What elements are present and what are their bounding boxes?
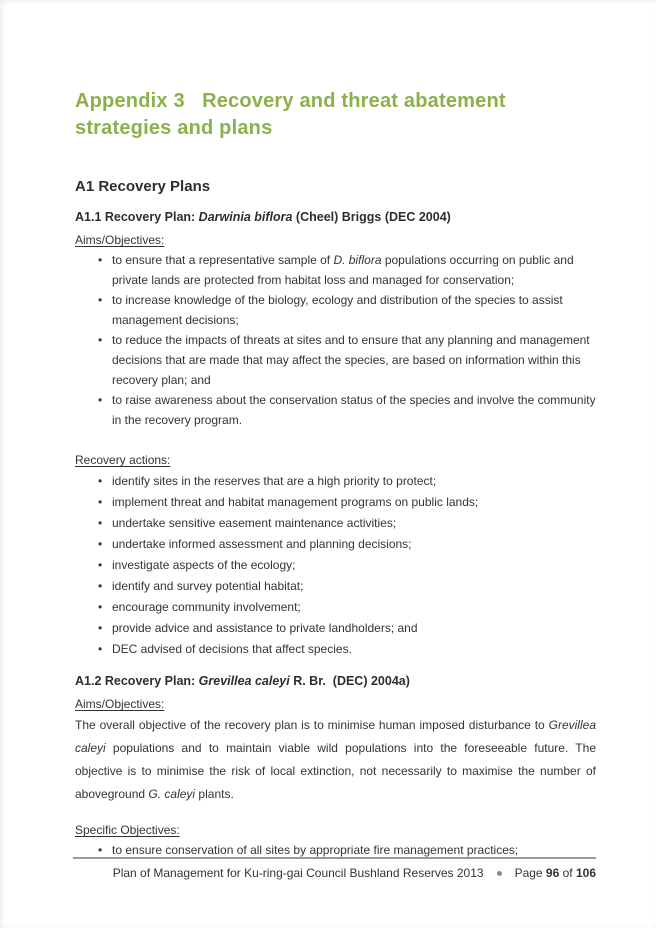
footer-separator-dot-icon	[497, 871, 502, 876]
bullet-item: • identify sites in the reserves that are a high priority to protect;	[112, 471, 596, 491]
text-segment: to ensure that a representative sample of	[112, 253, 334, 267]
bullet-item: • to raise awareness about the conservation status of the species and involve the community in the recovery program.	[112, 390, 596, 430]
plan1-aims-label: Aims/Objectives:	[75, 233, 165, 247]
section-heading-a1: A1 Recovery Plans	[75, 178, 211, 195]
bullet-item: • encourage community involvement;	[112, 597, 596, 617]
bullet-item: • implement threat and habitat management programs on public lands;	[112, 492, 596, 512]
bullet-item: • to increase knowledge of the biology, ecology and distribution of the species to assist management decisions;	[112, 290, 596, 330]
text-segment: Grevillea caleyi	[198, 674, 290, 688]
footer-document-title: Plan of Management for Ku-ring-gai Council Bushland Reserves 2013	[112, 866, 484, 880]
bullet-item: • to ensure conservation of all sites by appropriate fire management practices;	[112, 840, 596, 860]
plan1-actions-list	[75, 471, 596, 659]
text-segment: of	[559, 866, 576, 880]
appendix-title-line1: Appendix 3 Recovery and threat abatement	[75, 90, 506, 112]
text-segment: Darwinia biflora	[198, 210, 293, 224]
bullet-item: • DEC advised of decisions that affect species.	[112, 639, 596, 659]
text-segment: plants.	[195, 787, 234, 801]
text-segment: R. Br. (DEC) 2004a)	[289, 674, 410, 688]
footer-page-number	[515, 866, 596, 880]
appendix-title-line2: strategies and plans	[75, 117, 273, 139]
plan1-heading	[75, 209, 596, 226]
appendix-title	[75, 88, 596, 142]
plan2-heading	[75, 673, 596, 690]
plan2-aims-label: Aims/Objectives:	[75, 697, 165, 711]
plan2-specific-label: Specific Objectives:	[75, 823, 180, 837]
text-segment: 106	[575, 866, 596, 880]
bullet-item: • to reduce the impacts of threats at sites and to ensure that any planning and management decisions that are made that may affect the species, are based on information within this recovery plan; and	[112, 330, 596, 390]
text-segment: Grevillea caleyi	[75, 718, 600, 755]
bullet-item	[112, 250, 596, 290]
text-segment: G. caleyi	[148, 787, 196, 801]
text-segment: populations and to maintain viable wild populations into the foreseeable future. The objective is to minimise the risk of local extinction, not necessarily to maximise the number of aboveground	[75, 741, 600, 801]
bullet-item: • undertake sensitive easement maintenance activities;	[112, 513, 596, 533]
plan2-overview-paragraph	[75, 714, 600, 806]
bullet-item: • undertake informed assessment and planning decisions;	[112, 534, 596, 554]
page-footer	[73, 857, 596, 881]
text-segment: Page	[514, 866, 546, 880]
text-segment: populations occurring on public and private lands are protected from habitat loss and managed for conservation;	[112, 253, 574, 287]
text-segment: D. biflora	[333, 253, 382, 267]
text-segment: A1.1 Recovery Plan:	[75, 210, 199, 224]
bullet-item: • provide advice and assistance to private landholders; and	[112, 618, 596, 638]
plan1-aims-list	[75, 250, 596, 430]
bullet-item: • identify and survey potential habitat;	[112, 576, 596, 596]
plan1-actions-label: Recovery actions:	[75, 453, 171, 467]
text-segment: 96	[545, 866, 560, 880]
text-segment: A1.2 Recovery Plan:	[75, 674, 199, 688]
bullet-item: • investigate aspects of the ecology;	[112, 555, 596, 575]
text-segment: The overall objective of the recovery plan is to minimise human imposed disturbance to	[75, 718, 549, 732]
text-segment: (Cheel) Briggs (DEC 2004)	[292, 210, 451, 224]
